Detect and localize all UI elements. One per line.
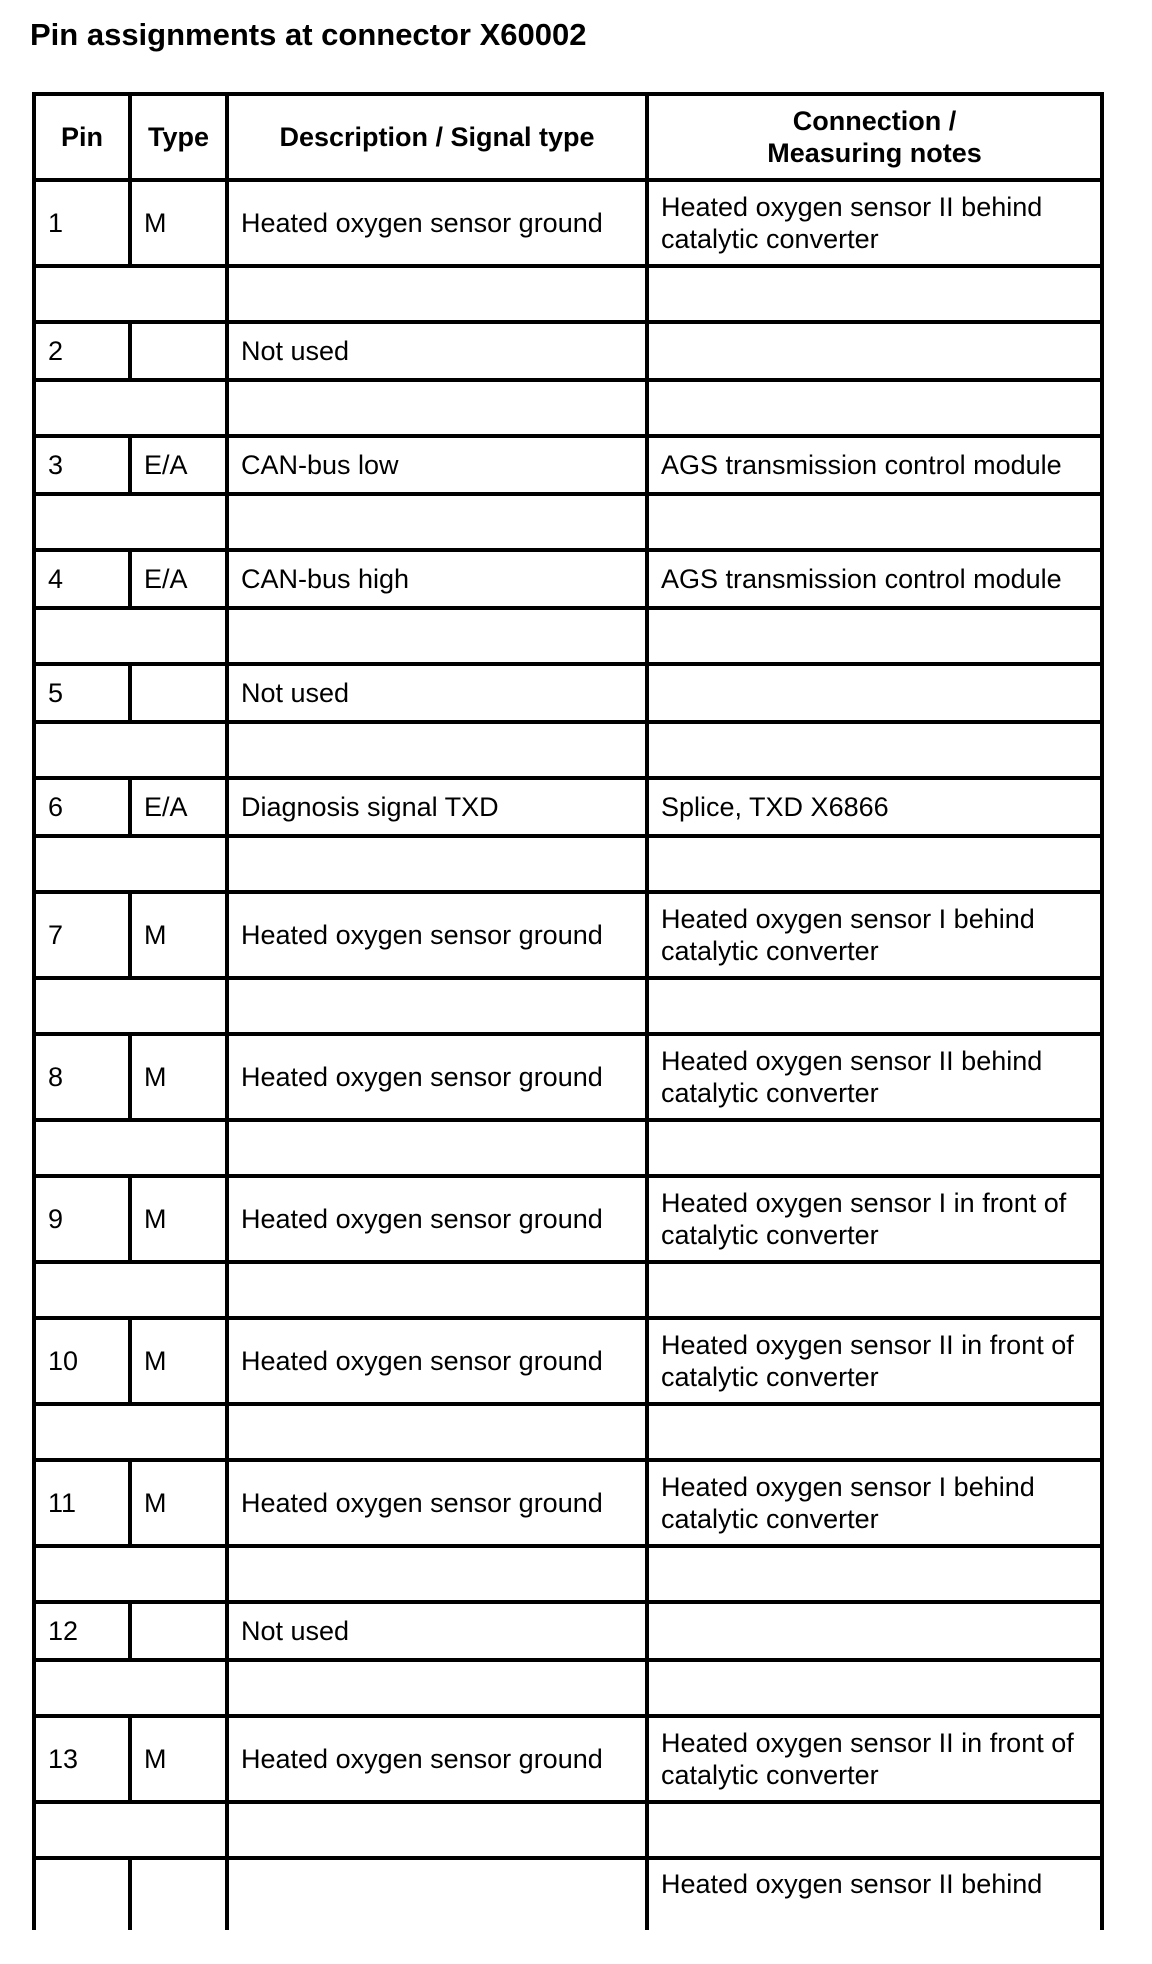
spacer-cell bbox=[647, 836, 1102, 892]
cell-description: Heated oxygen sensor ground bbox=[227, 1318, 647, 1404]
cell-type: M bbox=[130, 1176, 227, 1262]
cell-type: M bbox=[130, 1460, 227, 1546]
header-description: Description / Signal type bbox=[227, 94, 647, 180]
table-row bbox=[34, 1716, 1102, 1802]
table-row bbox=[34, 1602, 1102, 1660]
cell-connection bbox=[647, 322, 1102, 380]
cell-type: M bbox=[130, 1318, 227, 1404]
spacer-cell bbox=[647, 978, 1102, 1034]
cell-description: Heated oxygen sensor ground bbox=[227, 1034, 647, 1120]
pin-assignment-table bbox=[32, 92, 1104, 1930]
cell-pin: 7 bbox=[34, 892, 130, 978]
cell-pin: 13 bbox=[34, 1716, 130, 1802]
table-row bbox=[34, 1858, 1102, 1930]
spacer-cell bbox=[227, 1546, 647, 1602]
cell-description: Heated oxygen sensor ground bbox=[227, 1460, 647, 1546]
spacer-cell bbox=[227, 380, 647, 436]
page-title: Pin assignments at connector X60002 bbox=[30, 17, 587, 52]
cell-description: CAN-bus low bbox=[227, 436, 647, 494]
cell-type bbox=[130, 1858, 227, 1930]
cell-connection bbox=[647, 664, 1102, 722]
spacer-cell bbox=[647, 1262, 1102, 1318]
cell-connection: AGS transmission control module bbox=[647, 550, 1102, 608]
table-row bbox=[34, 1176, 1102, 1262]
spacer-cell bbox=[34, 722, 227, 778]
spacer-row bbox=[34, 1660, 1102, 1716]
spacer-row bbox=[34, 722, 1102, 778]
cell-pin: 6 bbox=[34, 778, 130, 836]
table-row bbox=[34, 1034, 1102, 1120]
cell-type: E/A bbox=[130, 778, 227, 836]
spacer-cell bbox=[647, 608, 1102, 664]
spacer-cell bbox=[647, 1404, 1102, 1460]
spacer-cell bbox=[227, 494, 647, 550]
cell-description: Not used bbox=[227, 664, 647, 722]
cell-type bbox=[130, 1602, 227, 1660]
spacer-cell bbox=[227, 836, 647, 892]
cell-connection: Heated oxygen sensor II in front of catalytic converter bbox=[647, 1716, 1102, 1802]
header-type: Type bbox=[130, 94, 227, 180]
cell-connection: Heated oxygen sensor II behind catalytic converter bbox=[647, 180, 1102, 266]
cell-type: E/A bbox=[130, 550, 227, 608]
cell-type bbox=[130, 322, 227, 380]
cell-type: M bbox=[130, 1034, 227, 1120]
cell-description: Heated oxygen sensor ground bbox=[227, 1176, 647, 1262]
spacer-cell bbox=[34, 266, 227, 322]
header-row bbox=[34, 94, 1102, 180]
spacer-cell bbox=[34, 1660, 227, 1716]
cell-pin: 9 bbox=[34, 1176, 130, 1262]
spacer-cell bbox=[34, 978, 227, 1034]
cell-connection: Heated oxygen sensor II in front of catalytic converter bbox=[647, 1318, 1102, 1404]
table-row bbox=[34, 436, 1102, 494]
spacer-cell bbox=[647, 1802, 1102, 1858]
cell-description: Not used bbox=[227, 1602, 647, 1660]
spacer-cell bbox=[227, 1120, 647, 1176]
cell-pin: 10 bbox=[34, 1318, 130, 1404]
cell-description: Not used bbox=[227, 322, 647, 380]
header-connection bbox=[647, 94, 1102, 180]
cell-pin: 4 bbox=[34, 550, 130, 608]
cell-pin: 5 bbox=[34, 664, 130, 722]
cell-type bbox=[130, 664, 227, 722]
spacer-cell bbox=[227, 1660, 647, 1716]
cell-pin: 1 bbox=[34, 180, 130, 266]
spacer-cell bbox=[647, 380, 1102, 436]
spacer-row bbox=[34, 1802, 1102, 1858]
table-row bbox=[34, 778, 1102, 836]
cell-type: E/A bbox=[130, 436, 227, 494]
cell-connection: Splice, TXD X6866 bbox=[647, 778, 1102, 836]
spacer-cell bbox=[227, 722, 647, 778]
cell-type: M bbox=[130, 180, 227, 266]
spacer-row bbox=[34, 1262, 1102, 1318]
header-pin: Pin bbox=[34, 94, 130, 180]
spacer-cell bbox=[34, 494, 227, 550]
table-row bbox=[34, 664, 1102, 722]
spacer-row bbox=[34, 836, 1102, 892]
cell-pin: 12 bbox=[34, 1602, 130, 1660]
spacer-cell bbox=[34, 1262, 227, 1318]
spacer-cell bbox=[647, 1120, 1102, 1176]
spacer-cell bbox=[34, 1546, 227, 1602]
cell-connection bbox=[647, 1602, 1102, 1660]
spacer-cell bbox=[227, 1262, 647, 1318]
table-row bbox=[34, 892, 1102, 978]
spacer-row bbox=[34, 978, 1102, 1034]
cell-description: CAN-bus high bbox=[227, 550, 647, 608]
table-row bbox=[34, 180, 1102, 266]
spacer-cell bbox=[647, 722, 1102, 778]
spacer-cell bbox=[647, 266, 1102, 322]
spacer-cell bbox=[34, 608, 227, 664]
cell-description: Heated oxygen sensor ground bbox=[227, 1716, 647, 1802]
cell-pin: 8 bbox=[34, 1034, 130, 1120]
cell-connection: Heated oxygen sensor I behind catalytic converter bbox=[647, 1460, 1102, 1546]
spacer-cell bbox=[34, 1802, 227, 1858]
header-connection-line1: Connection / bbox=[792, 106, 957, 136]
table-row bbox=[34, 1318, 1102, 1404]
table-row bbox=[34, 550, 1102, 608]
spacer-cell bbox=[34, 380, 227, 436]
spacer-cell bbox=[647, 494, 1102, 550]
spacer-cell bbox=[34, 1120, 227, 1176]
cell-connection: Heated oxygen sensor II behind catalytic converter bbox=[647, 1034, 1102, 1120]
cell-type: M bbox=[130, 892, 227, 978]
table-row bbox=[34, 1460, 1102, 1546]
spacer-cell bbox=[227, 1404, 647, 1460]
header-connection-line2: Measuring notes bbox=[767, 138, 982, 168]
cell-description bbox=[227, 1858, 647, 1930]
spacer-row bbox=[34, 1404, 1102, 1460]
cell-connection: Heated oxygen sensor II behind bbox=[647, 1858, 1102, 1930]
spacer-cell bbox=[227, 266, 647, 322]
cell-connection: Heated oxygen sensor I in front of catalytic converter bbox=[647, 1176, 1102, 1262]
cell-description: Heated oxygen sensor ground bbox=[227, 180, 647, 266]
cell-pin: 11 bbox=[34, 1460, 130, 1546]
cell-pin: 3 bbox=[34, 436, 130, 494]
cell-type: M bbox=[130, 1716, 227, 1802]
spacer-cell bbox=[227, 978, 647, 1034]
spacer-row bbox=[34, 1546, 1102, 1602]
cell-connection: AGS transmission control module bbox=[647, 436, 1102, 494]
spacer-cell bbox=[227, 1802, 647, 1858]
cell-connection: Heated oxygen sensor I behind catalytic converter bbox=[647, 892, 1102, 978]
cell-pin: 2 bbox=[34, 322, 130, 380]
spacer-row bbox=[34, 608, 1102, 664]
spacer-row bbox=[34, 266, 1102, 322]
spacer-row bbox=[34, 1120, 1102, 1176]
cell-pin bbox=[34, 1858, 130, 1930]
spacer-row bbox=[34, 494, 1102, 550]
spacer-cell bbox=[647, 1660, 1102, 1716]
cell-description: Diagnosis signal TXD bbox=[227, 778, 647, 836]
table-row bbox=[34, 322, 1102, 380]
spacer-cell bbox=[34, 1404, 227, 1460]
table-body bbox=[34, 180, 1102, 1930]
spacer-cell bbox=[647, 1546, 1102, 1602]
spacer-cell bbox=[227, 608, 647, 664]
spacer-row bbox=[34, 380, 1102, 436]
spacer-cell bbox=[34, 836, 227, 892]
cell-description: Heated oxygen sensor ground bbox=[227, 892, 647, 978]
